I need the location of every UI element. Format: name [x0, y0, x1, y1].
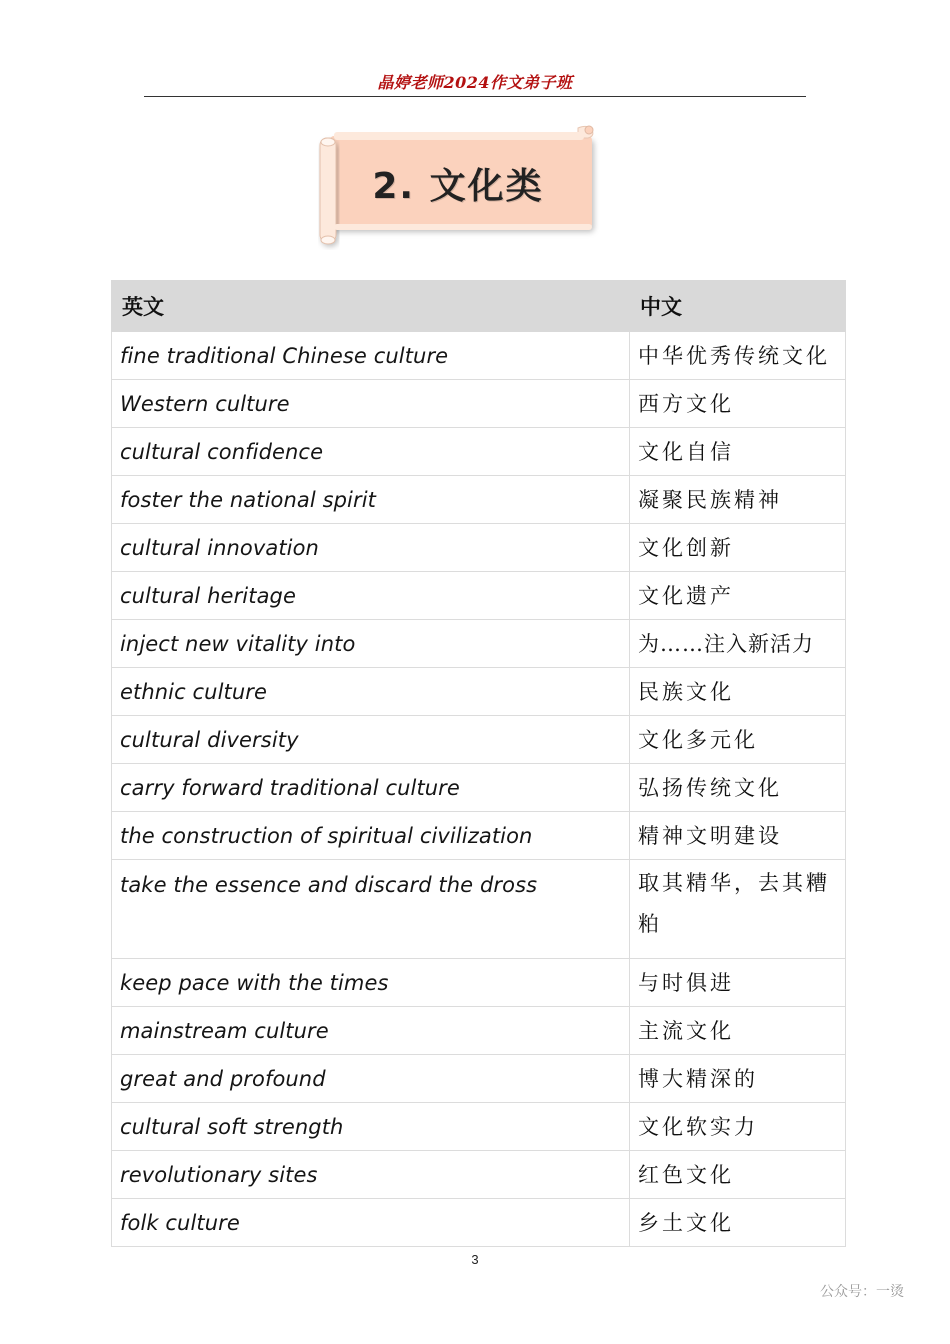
page-number: 3 — [471, 1252, 479, 1267]
column-header-english: 英文 — [112, 281, 630, 332]
english-term: fine traditional Chinese culture — [112, 332, 630, 380]
english-term: ethnic culture — [112, 668, 630, 716]
page-header: 晶婷老师2024作文弟子班 — [377, 73, 573, 92]
header-rule — [144, 96, 806, 97]
chinese-term: 红色文化 — [630, 1151, 846, 1199]
table-row — [112, 764, 846, 812]
table-row — [112, 716, 846, 764]
section-banner — [316, 120, 600, 250]
table-header-row — [112, 281, 846, 332]
table-row — [112, 1151, 846, 1199]
table-row — [112, 1055, 846, 1103]
chinese-term: 文化创新 — [630, 524, 846, 572]
english-term: inject new vitality into — [112, 620, 630, 668]
english-term: revolutionary sites — [112, 1151, 630, 1199]
table-row — [112, 1007, 846, 1055]
chinese-term: 民族文化 — [630, 668, 846, 716]
chinese-term: 文化遗产 — [630, 572, 846, 620]
table-row — [112, 812, 846, 860]
watermark: 公众号：一烫 — [820, 1284, 904, 1300]
chinese-term: 博大精深的 — [630, 1055, 846, 1103]
chinese-term: 主流文化 — [630, 1007, 846, 1055]
english-term: mainstream culture — [112, 1007, 630, 1055]
english-term: cultural diversity — [112, 716, 630, 764]
table-row — [112, 1103, 846, 1151]
chinese-term: 取其精华，去其糟粕 — [630, 860, 846, 959]
table-row — [112, 572, 846, 620]
chinese-term: 文化多元化 — [630, 716, 846, 764]
chinese-term: 精神文明建设 — [630, 812, 846, 860]
table-row — [112, 860, 846, 959]
section-title: 2. 文化类 — [372, 166, 544, 207]
english-term: Western culture — [112, 380, 630, 428]
english-term: the construction of spiritual civilization — [112, 812, 630, 860]
english-term: great and profound — [112, 1055, 630, 1103]
chinese-term: 中华优秀传统文化 — [630, 332, 846, 380]
english-term: cultural confidence — [112, 428, 630, 476]
table-row — [112, 668, 846, 716]
column-header-chinese: 中文 — [630, 281, 846, 332]
table-row — [112, 476, 846, 524]
table-row — [112, 959, 846, 1007]
table-row — [112, 1199, 846, 1247]
chinese-term: 文化自信 — [630, 428, 846, 476]
chinese-term: 西方文化 — [630, 380, 846, 428]
english-term: cultural heritage — [112, 572, 630, 620]
chinese-term: 与时俱进 — [630, 959, 846, 1007]
chinese-term: 凝聚民族精神 — [630, 476, 846, 524]
table-row — [112, 524, 846, 572]
english-term: keep pace with the times — [112, 959, 630, 1007]
chinese-term: 文化软实力 — [630, 1103, 846, 1151]
english-term: cultural soft strength — [112, 1103, 630, 1151]
table-row — [112, 332, 846, 380]
chinese-term: 乡土文化 — [630, 1199, 846, 1247]
chinese-term: 为……注入新活力 — [630, 620, 846, 668]
english-term: foster the national spirit — [112, 476, 630, 524]
table-row — [112, 380, 846, 428]
table-row — [112, 620, 846, 668]
chinese-term: 弘扬传统文化 — [630, 764, 846, 812]
english-term: take the essence and discard the dross — [112, 860, 630, 959]
table-row — [112, 428, 846, 476]
english-term: cultural innovation — [112, 524, 630, 572]
english-term: carry forward traditional culture — [112, 764, 630, 812]
vocabulary-table — [111, 280, 846, 1247]
english-term: folk culture — [112, 1199, 630, 1247]
